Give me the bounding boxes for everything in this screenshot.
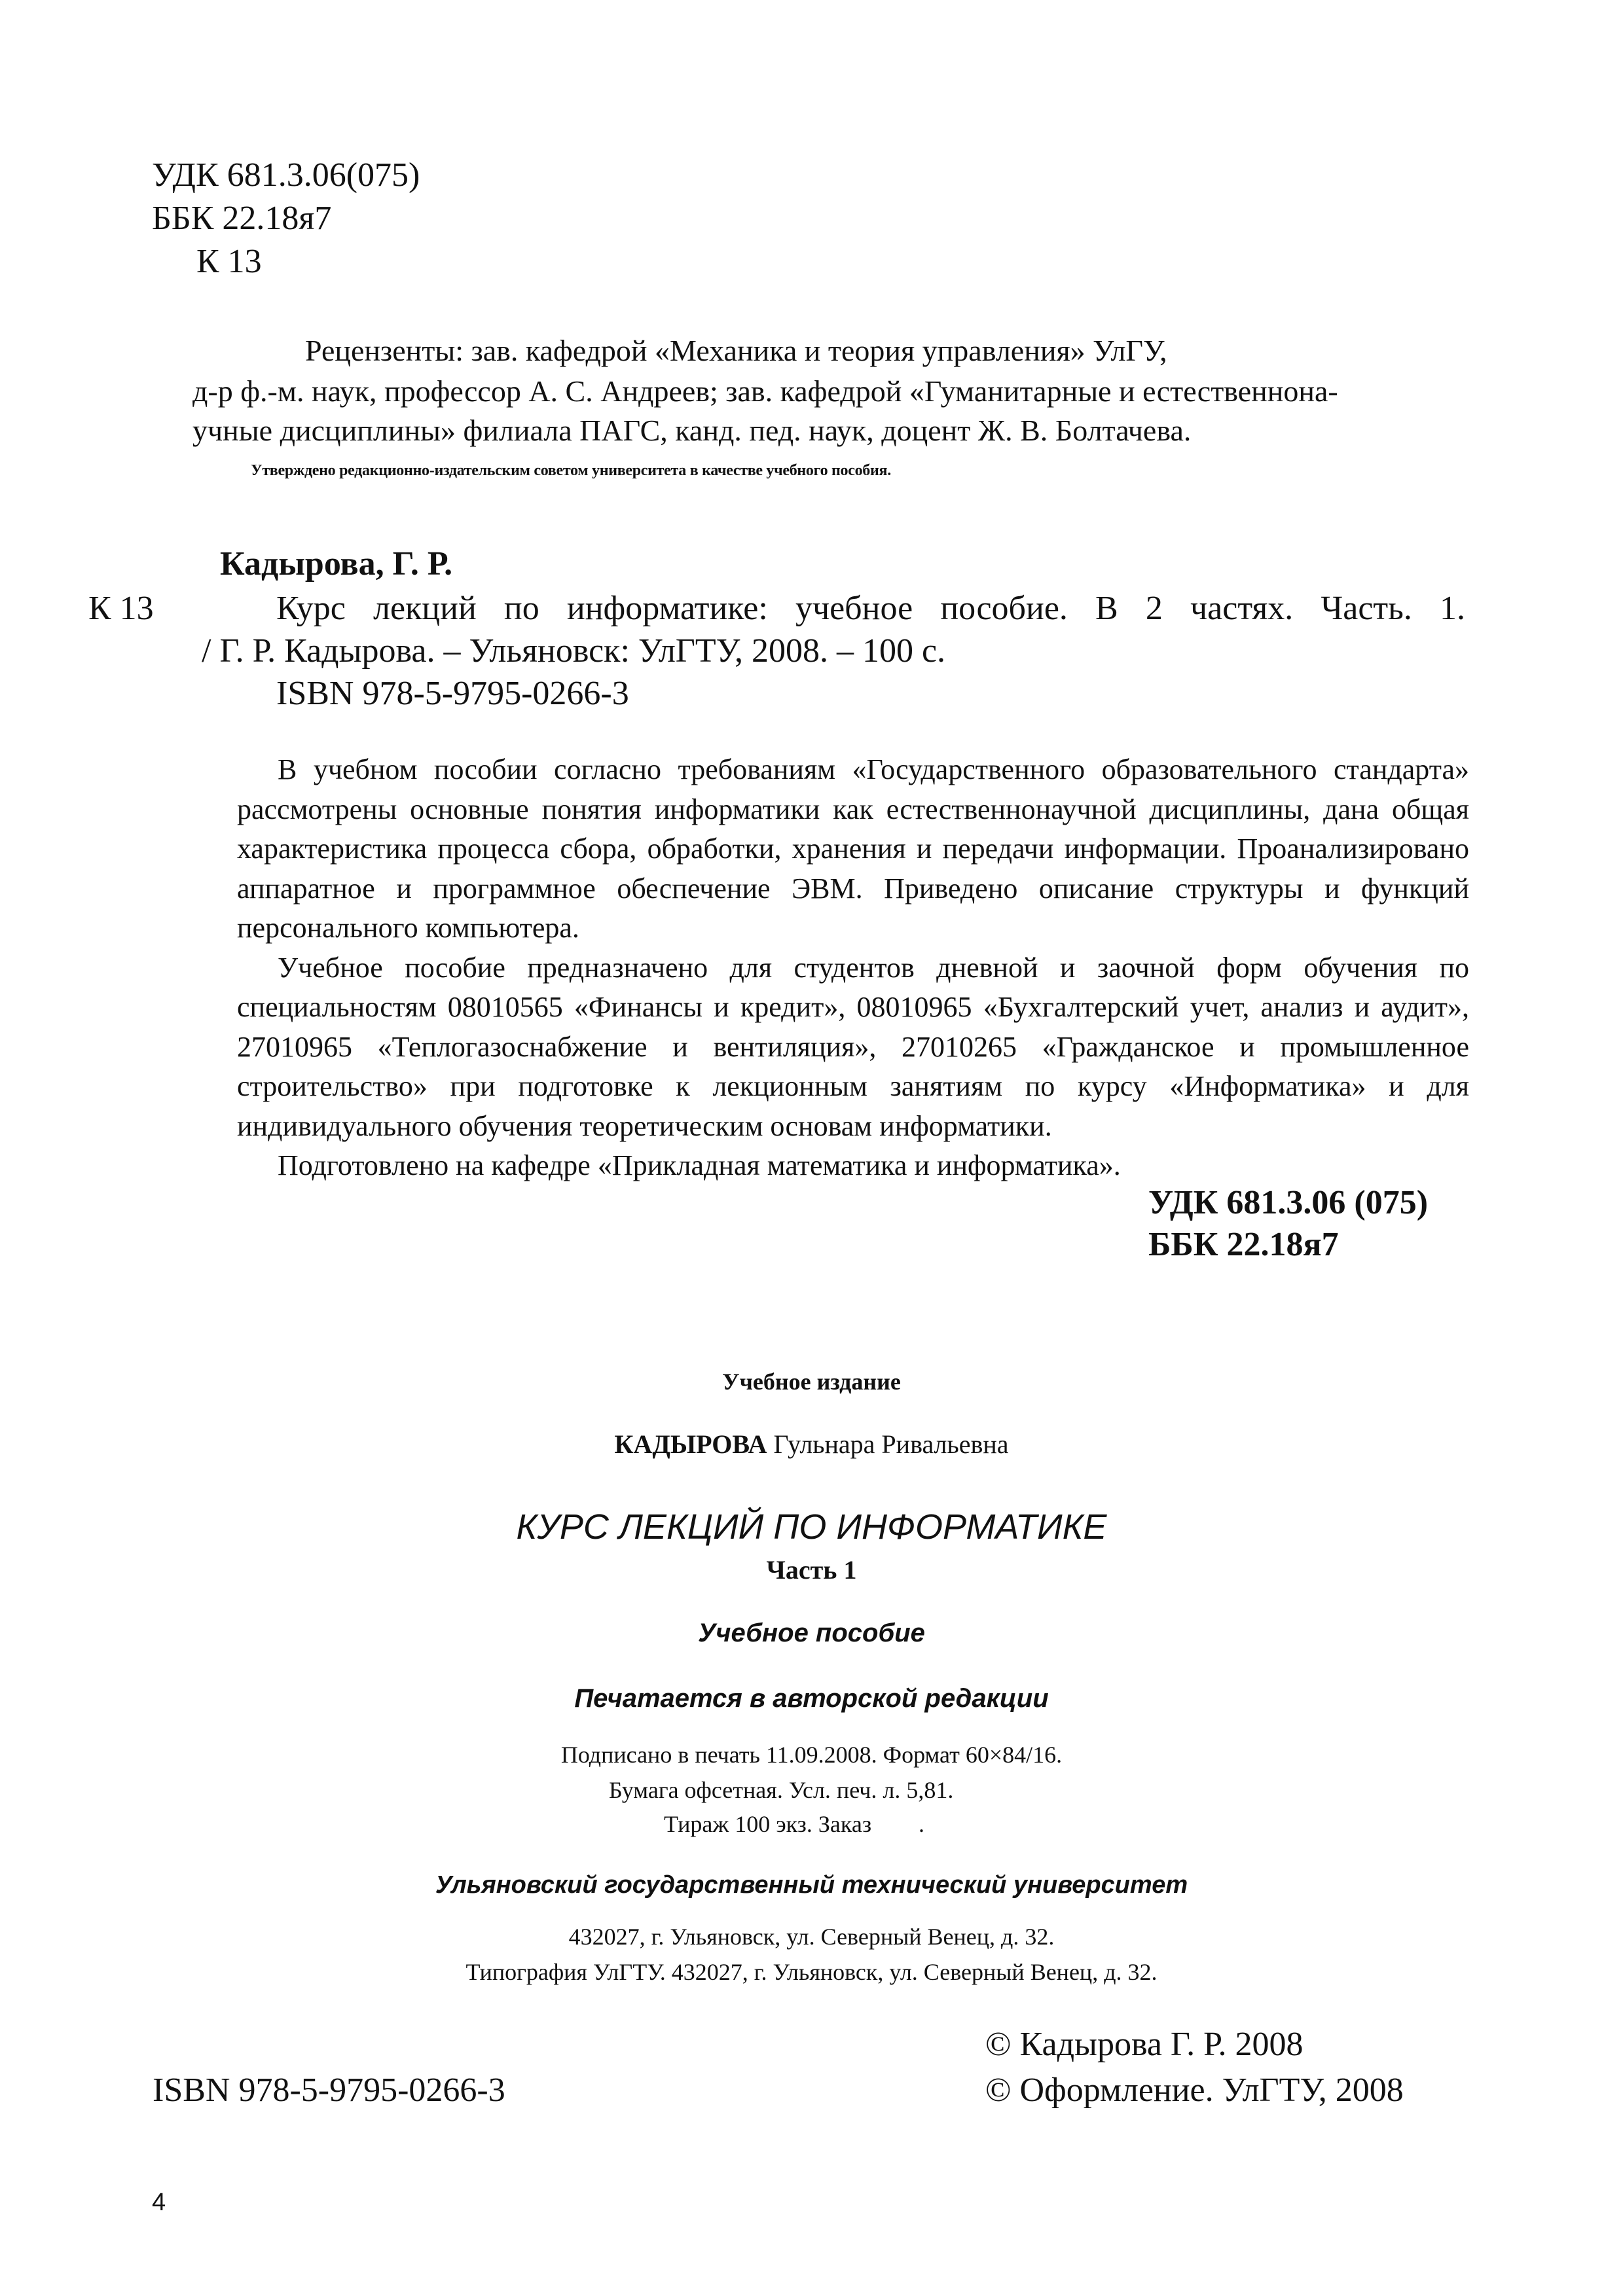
header-bbk: ББК 22.18я7 [152, 200, 332, 237]
header-udk: УДК 681.3.06(075) [152, 156, 420, 194]
edition-type: Учебное издание [722, 1369, 901, 1395]
biblio-line-2: / Г. Р. Кадырова. – Ульяновск: УлГТУ, 2008. – 100 с. [202, 632, 946, 670]
reviewers-line-2: д-р ф.-м. наук, профессор А. С. Андреев; зав. кафедрой «Гуманитарные и естественнона- [192, 374, 1338, 408]
classification-udk: УДК 681.3.06 (075) [1148, 1184, 1429, 1221]
run-info: Тираж 100 экз. Заказ . [664, 1811, 925, 1837]
biblio-author: Кадырова, Г. Р. [220, 545, 453, 583]
typography-info: Типография УлГТУ. 432027, г. Ульяновск, ул. Северный Венец, д. 32. [465, 1959, 1158, 1985]
copyright-author: © Кадырова Г. Р. 2008 [985, 2026, 1304, 2063]
annotation-paragraph-1: В учебном пособии согласно требованиям «Государственного образовательного стандарта» рассмотрены основные понятия информатики как естественнонаучной дисциплины, дана общая характеристика процесса сбора, обработки, хранения и передачи информации. Проанализировано аппаратное и программное обеспечение ЭВМ. Приведено описание структуры и функций персонального компьютера. [237, 753, 1469, 944]
footer-isbn: ISBN 978-5-9795-0266-3 [153, 2072, 505, 2109]
author-surname: КАДЫРОВА [614, 1429, 767, 1459]
page-number: 4 [152, 2189, 166, 2216]
annotation [237, 750, 1469, 1186]
author-name: Гульнара Ривальевна [773, 1429, 1009, 1459]
paper-info: Бумага офсетная. Усл. печ. л. 5,81. [609, 1777, 954, 1803]
copyright-design: © Оформление. УлГТУ, 2008 [985, 2072, 1404, 2109]
book-part: Часть 1 [766, 1555, 857, 1585]
signed-info: Подписано в печать 11.09.2008. Формат 60×84/16. [560, 1742, 1063, 1768]
print-note: Печатается в авторской редакции [574, 1684, 1049, 1713]
biblio-code: К 13 [88, 590, 154, 627]
header-code: К 13 [196, 243, 262, 280]
publisher-address: 432027, г. Ульяновск, ул. Северный Венец, д. 32. [568, 1924, 1055, 1950]
biblio-isbn: ISBN 978-5-9795-0266-3 [276, 675, 629, 712]
book-kind: Учебное пособие [698, 1619, 925, 1647]
approved-note: Утверждено редакционно-издательским советом университета в качестве учебного пособия. [251, 462, 891, 479]
biblio-line-1: Курс лекций по информатике: учебное пособие. В 2 частях. Часть. 1. [276, 590, 1465, 627]
imprint-author [0, 1428, 1623, 1461]
publisher: Ульяновский государственный технический университет [435, 1871, 1188, 1899]
annotation-paragraph-2: Учебное пособие предназначено для студентов дневной и заочной форм обучения по специальностям 08010565 «Финансы и кредит», 08010965 «Бухгалтерский учет, анализ и аудит», 27010965 «Теплогазоснабжение и вентиляция», 27010265 «Гражданское и промышленное строительство» при подготовке к лекционным занятиям по курсу «Информатика» и для индивидуального обучения теоретическим основам информатики. [237, 951, 1469, 1142]
book-title: КУРС ЛЕКЦИЙ ПО ИНФОРМАТИКЕ [516, 1507, 1107, 1547]
reviewers-line-3: учные дисциплины» филиала ПАГС, канд. пед. наук, доцент Ж. В. Болтачева. [192, 414, 1192, 447]
classification-bbk: ББК 22.18я7 [1148, 1226, 1339, 1263]
reviewers-line-1: Рецензенты: зав. кафедрой «Механика и теория управления» УлГУ, [305, 334, 1167, 367]
annotation-paragraph-3: Подготовлено на кафедре «Прикладная математика и информатика». [278, 1149, 1121, 1181]
